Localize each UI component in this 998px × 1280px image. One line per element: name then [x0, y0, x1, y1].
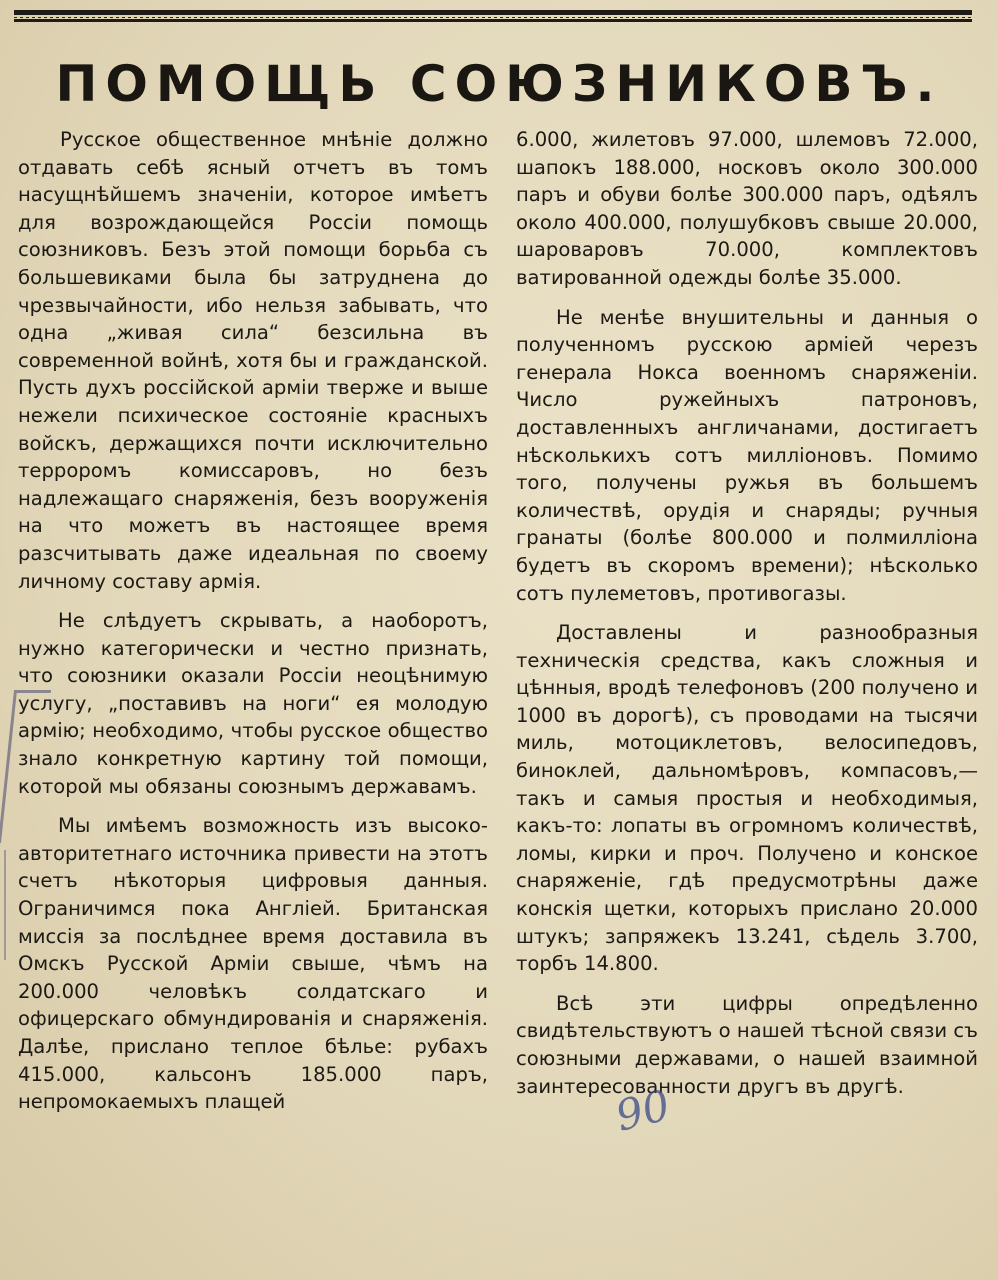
article-headline: ПОМОЩЬ СОЮЗНИКОВЪ.: [55, 55, 943, 113]
pencil-page-number: 90: [610, 1080, 675, 1141]
pencil-margin-line: [4, 850, 6, 960]
top-rule: [14, 10, 972, 22]
left-paragraph-1: Русское общественное мнѣніе должно отдавать себѣ ясный отчетъ въ томъ насущнѣйшемъ значеніи, которое имѣетъ для возрождающейся Россіи помощь союзниковъ. Безъ этой помощи борьба съ большевиками была бы затруднена до чрезвычайности, ибо нельзя забывать, что одна „живая сила“ безсильна въ современной войнѣ, хотя бы и гражданской. Пусть духъ россійской арміи тверже и выше нежели психическое состояніе красныхъ войскъ, держащихся почти исключительно терроромъ комиссаровъ, но безъ надлежащаго снаряженія, безъ вооруженія на что можетъ въ настоящее время разсчитывать даже идеальная по своему личному составу армія.: [18, 128, 488, 593]
right-paragraph-4: Всѣ эти цифры опредѣленно свидѣтельствуютъ о нашей тѣсной связи съ союзными державами, о нашей взаимной заинтересованности другъ въ другѣ.: [516, 991, 978, 1098]
right-paragraph-2: Не менѣе внушительны и данныя о полученномъ русскою арміей черезъ генерала Нокса военномъ снаряженіи. Число ружейныхъ патроновъ, доставленныхъ англичанами, достигаетъ нѣсколькихъ сотъ милліоновъ. Помимо того, получены ружья въ большемъ количествѣ, орудія и снаряды; ручныя гранаты (болѣе 800.000 и полмилліона будетъ въ скоромъ времени); нѣсколько сотъ пулеметовъ, противогазы.: [516, 305, 978, 605]
left-column: [18, 126, 488, 1128]
left-paragraph-3: Мы имѣемъ возможность изъ высоко-авторитетнаго источника привести на этотъ счетъ нѣкоторыя цифровыя данныя. Ограничимся пока Англіей. Британская миссія за послѣднее время доставила въ Омскъ Русской Арміи свыше, чѣмъ на 200.000 человѣкъ солдатскаго и офицерскаго обмундированія и снаряженія. Далѣе, прислано теплое бѣлье: рубахъ 415.000, кальсонъ 185.000 паръ, непромокаемыхъ плащей: [18, 814, 488, 1114]
right-column: [516, 126, 978, 1112]
right-paragraph-3: Доставлены и разнообразныя техническія средства, какъ сложныя и цѣнныя, вродѣ телефоновъ (200 получено и 1000 въ дорогѣ), съ проводами на тысячи миль, мотоциклетовъ, велосипедовъ, биноклей, дальномѣровъ, компасовъ,—такъ и самыя простыя и необходимыя, какъ-то: лопаты въ огромномъ количествѣ, ломы, кирки и проч. Получено и конское снаряженіе, гдѣ предусмотрѣны даже конскія щетки, которыхъ прислано 20.000 штукъ; запряжекъ 13.241, сѣдель 3.700, торбъ 14.800.: [516, 621, 978, 976]
left-paragraph-2: Не слѣдуетъ скрывать, а наоборотъ, нужно категорически и честно признать, что союзники оказали Россіи неоцѣнимую услугу, „поставивъ на ноги“ ея молодую армію; необходимо, чтобы русское общество знало конкретную картину той помощи, которой мы обязаны союзнымъ державамъ.: [18, 609, 488, 798]
right-paragraph-1: 6.000, жилетовъ 97.000, шлемовъ 72.000, шапокъ 188.000, носковъ около 300.000 паръ и обуви болѣе 300.000 паръ, одѣялъ около 400.000, полушубковъ свыше 20.000, шароваровъ 70.000, комплектовъ ватированной одежды болѣе 35.000.: [516, 128, 978, 289]
top-rule-dots: [14, 17, 972, 18]
